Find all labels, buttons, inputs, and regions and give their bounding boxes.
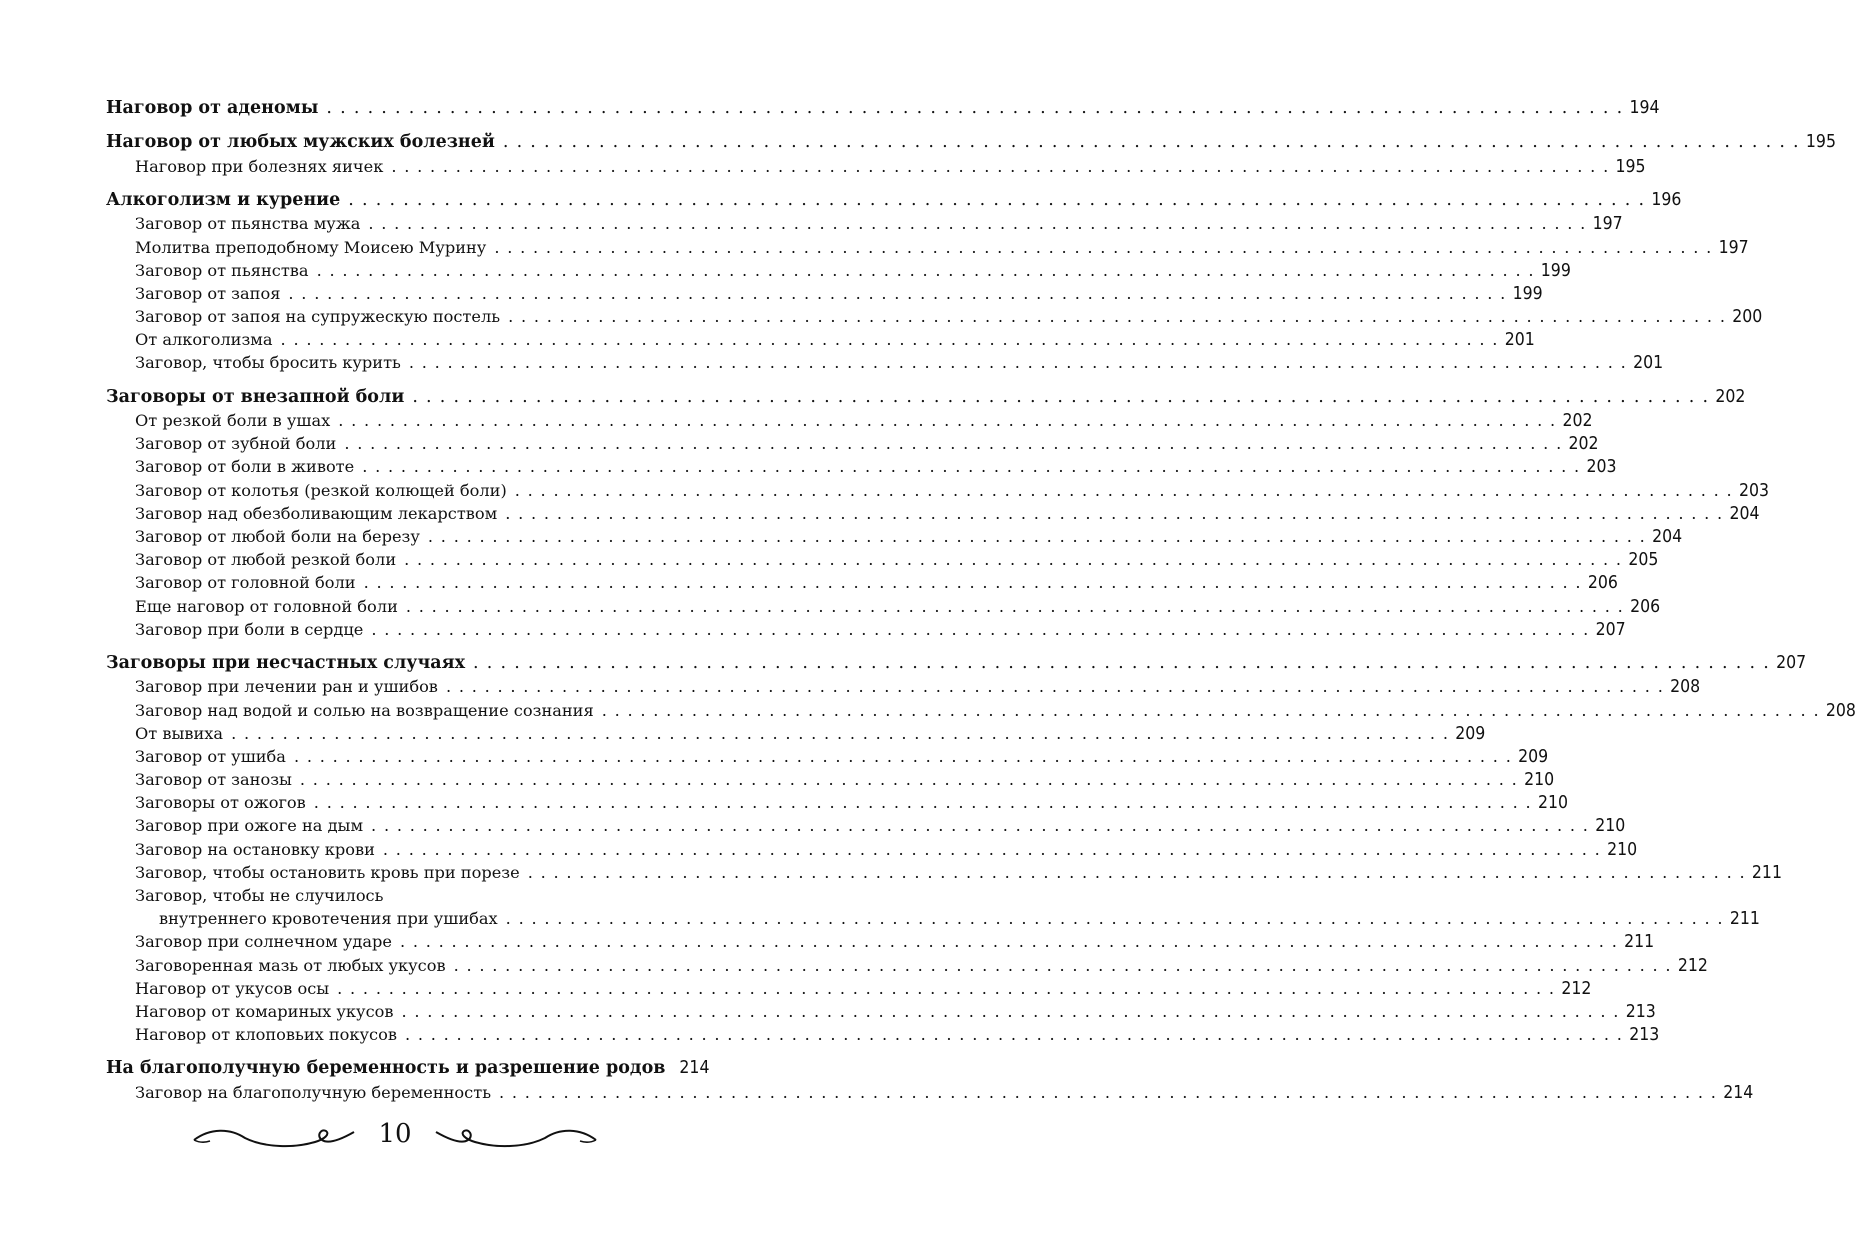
dot-leader <box>344 432 1562 455</box>
dot-leader <box>412 386 1709 409</box>
entry-page-number: 197 <box>1718 237 1749 258</box>
entry-title: Заговор, чтобы не случилось <box>135 886 384 906</box>
entry-page-number: 213 <box>1625 1001 1656 1022</box>
entry-title: Наговор от аденомы <box>106 98 319 118</box>
page-footer <box>190 1116 600 1166</box>
entry-page-number: 208 <box>1825 700 1856 721</box>
toc-entry[interactable] <box>106 455 1617 478</box>
toc-entry[interactable] <box>106 571 1618 594</box>
dot-leader <box>371 814 1589 837</box>
entry-title: Заговор от запоя <box>135 283 281 303</box>
dot-leader <box>428 525 1646 548</box>
dot-leader <box>406 595 1624 618</box>
section-heading[interactable] <box>106 97 1660 120</box>
entry-page-number: 211 <box>1751 862 1782 883</box>
toc-entry[interactable] <box>106 595 1661 618</box>
toc-entry[interactable] <box>106 409 1593 432</box>
toc-entry[interactable] <box>106 930 1655 953</box>
dot-leader <box>317 259 1535 282</box>
dot-leader <box>505 502 1723 525</box>
dot-leader <box>494 236 1712 259</box>
dot-leader <box>404 548 1622 571</box>
entry-page-number: 208 <box>1670 677 1701 698</box>
entry-page-number: 207 <box>1776 652 1807 673</box>
entry-page-number: 197 <box>1592 214 1623 235</box>
entry-title: Наговор от комариных укусов <box>135 1001 394 1021</box>
dot-leader <box>383 838 1601 861</box>
toc-entry-continuation[interactable] <box>106 907 1760 930</box>
toc-section <box>106 652 1856 1046</box>
dot-leader <box>400 930 1618 953</box>
toc-entry[interactable] <box>106 525 1683 548</box>
entry-title: внутреннего кровотечения при ушибах <box>159 909 498 929</box>
dot-leader <box>446 675 1664 698</box>
toc-section <box>106 97 1660 120</box>
entry-page-number: 205 <box>1628 550 1659 571</box>
entry-title: От резкой боли в ушах <box>135 411 331 431</box>
dot-leader <box>499 1081 1717 1104</box>
entry-page-number: 201 <box>1633 353 1664 374</box>
entry-title: Заговор над водой и солью на возвращение сознания <box>135 700 594 720</box>
dot-leader <box>326 97 1623 120</box>
entry-page-number: 210 <box>1538 793 1569 814</box>
entry-title: Заговор при солнечном ударе <box>135 932 392 952</box>
toc-entry[interactable] <box>106 259 1571 282</box>
entry-page-number: 202 <box>1568 434 1599 455</box>
entry-page-number: 199 <box>1540 260 1571 281</box>
entry-title: Заговоренная мазь от любых укусов <box>135 955 446 975</box>
entry-page-number: 211 <box>1624 932 1655 953</box>
section-heading[interactable] <box>106 189 1682 212</box>
entry-page-number: 196 <box>1651 189 1682 210</box>
toc-entry[interactable] <box>106 838 1638 861</box>
dot-leader <box>508 305 1726 328</box>
dot-leader <box>348 189 1645 212</box>
toc-entry[interactable] <box>106 791 1569 814</box>
entry-page-number: 194 <box>1629 98 1660 118</box>
dot-leader <box>314 791 1532 814</box>
dot-leader <box>364 571 1582 594</box>
dot-leader <box>362 455 1580 478</box>
entry-page-number: 214 <box>679 1058 710 1079</box>
toc-entry[interactable] <box>106 618 1626 641</box>
dot-leader <box>281 328 1499 351</box>
toc-section <box>106 189 1763 375</box>
dot-leader <box>402 1000 1620 1023</box>
toc-entry[interactable] <box>106 768 1555 791</box>
dot-leader <box>528 861 1746 884</box>
entry-title: Заговор от колотья (резкой колющей боли) <box>135 480 507 500</box>
section-heading[interactable] <box>106 131 1836 154</box>
toc-entry[interactable] <box>106 155 1646 178</box>
entry-title: Заговор, чтобы остановить кровь при порезе <box>135 862 520 882</box>
toc-entry[interactable] <box>106 722 1486 745</box>
toc-entry[interactable] <box>106 884 692 907</box>
toc-entry[interactable] <box>106 954 1708 977</box>
entry-title: Заговор при лечении ран и ушибов <box>135 677 438 697</box>
toc-entry[interactable] <box>106 328 1535 351</box>
entry-title: Заговор от головной боли <box>135 573 356 593</box>
entry-page-number: 210 <box>1595 816 1626 837</box>
entry-page-number: 206 <box>1587 573 1618 594</box>
entry-page-number: 203 <box>1738 480 1770 501</box>
section-heading[interactable] <box>106 386 1746 409</box>
toc-entry[interactable] <box>106 502 1760 525</box>
entry-title: Заговоры при несчастных случаях <box>106 652 466 673</box>
dot-leader <box>391 155 1609 178</box>
entry-page-number: 195 <box>1805 132 1836 153</box>
entry-title: Заговор от любой резкой боли <box>135 550 397 570</box>
section-heading[interactable] <box>106 652 1807 675</box>
entry-title: Заговоры от ожогов <box>135 793 306 813</box>
entry-title: Заговор при боли в сердце <box>135 619 364 639</box>
dot-leader <box>294 745 1512 768</box>
entry-title: Еще наговор от головной боли <box>135 596 398 616</box>
dot-leader <box>409 351 1627 374</box>
entry-page-number: 207 <box>1595 619 1626 640</box>
dot-leader <box>338 409 1556 432</box>
entry-page-number: 210 <box>1524 770 1555 791</box>
entry-title: Заговор на благополучную беременность <box>135 1082 492 1102</box>
dot-leader <box>231 722 1449 745</box>
dot-leader <box>300 768 1518 791</box>
entry-page-number: 210 <box>1607 839 1638 860</box>
dot-leader <box>515 479 1733 502</box>
table-of-contents <box>106 97 1856 1104</box>
dot-leader <box>454 954 1672 977</box>
dot-leader <box>405 1023 1623 1046</box>
entry-page-number: 200 <box>1732 307 1763 328</box>
toc-entry[interactable] <box>106 1023 1660 1046</box>
toc-entry[interactable] <box>106 745 1549 768</box>
right-flourish-icon <box>432 1124 600 1154</box>
entry-title: Заговоры от внезапной боли <box>106 386 405 407</box>
entry-title: Заговор на остановку крови <box>135 839 375 859</box>
entry-title: Наговор от клоповьих покусов <box>135 1025 397 1045</box>
entry-title: Заговор над обезболивающим лекарством <box>135 503 498 523</box>
toc-entry[interactable] <box>106 548 1659 571</box>
dot-leader <box>337 977 1555 1000</box>
entry-title: Молитва преподобному Моисею Мурину <box>135 237 487 257</box>
toc-entry[interactable] <box>106 305 1763 328</box>
entry-title: От вывиха <box>135 723 224 743</box>
entry-title: Наговор от укусов осы <box>135 978 330 998</box>
dot-leader <box>473 652 1770 675</box>
toc-entry[interactable] <box>106 236 1749 259</box>
toc-entry[interactable] <box>106 861 1782 884</box>
entry-page-number: 195 <box>1615 156 1646 177</box>
entry-page-number: 202 <box>1715 386 1746 407</box>
dot-leader <box>288 282 1506 305</box>
entry-title: На благополучную беременность и разрешение родов <box>106 1058 666 1079</box>
entry-title: Заговор от занозы <box>135 770 292 790</box>
entry-page-number: 214 <box>1723 1082 1754 1103</box>
toc-section <box>106 386 1770 641</box>
toc-entry[interactable] <box>106 432 1599 455</box>
toc-entry[interactable] <box>106 351 1664 374</box>
entry-title: Заговор от пьянства <box>135 260 309 280</box>
entry-page-number: 209 <box>1518 746 1549 767</box>
toc-entry[interactable] <box>106 814 1626 837</box>
toc-entry[interactable] <box>106 675 1701 698</box>
entry-page-number: 211 <box>1729 909 1760 930</box>
entry-title: Наговор при болезнях яичек <box>135 156 384 176</box>
toc-entry[interactable] <box>106 1081 1754 1104</box>
entry-title: Заговор от ушиба <box>135 746 286 766</box>
entry-title: Заговор при ожоге на дым <box>135 816 364 836</box>
dot-leader <box>371 618 1589 641</box>
dot-leader <box>368 212 1586 235</box>
entry-page-number: 206 <box>1630 596 1661 617</box>
entry-page-number: 201 <box>1504 330 1535 351</box>
entry-page-number: 204 <box>1652 527 1683 547</box>
dot-leader <box>602 699 1820 722</box>
entry-page-number: 213 <box>1629 1025 1660 1046</box>
entry-title: Алкоголизм и курение <box>106 189 341 210</box>
entry-page-number: 204 <box>1729 503 1760 524</box>
entry-title: Заговор от боли в животе <box>135 457 355 477</box>
entry-page-number: 199 <box>1512 283 1543 304</box>
entry-page-number: 209 <box>1455 723 1486 744</box>
entry-title: Наговор от любых мужских болезней <box>106 132 495 153</box>
entry-title: Заговор, чтобы бросить курить <box>135 353 401 373</box>
dot-leader <box>506 907 1724 930</box>
toc-entry[interactable] <box>106 1000 1656 1023</box>
toc-entry[interactable] <box>106 212 1623 235</box>
toc-section <box>106 1057 1754 1104</box>
section-heading[interactable] <box>106 1057 710 1080</box>
toc-entry[interactable] <box>106 699 1856 722</box>
entry-title: Заговор от любой боли на березу <box>135 527 420 546</box>
toc-entry[interactable] <box>106 977 1592 1000</box>
page-number: 10 <box>378 1119 412 1149</box>
toc-entry[interactable] <box>106 282 1543 305</box>
entry-title: Заговор от пьянства мужа <box>135 214 361 234</box>
entry-page-number: 212 <box>1677 955 1708 976</box>
entry-title: От алкоголизма <box>135 330 273 350</box>
entry-page-number: 203 <box>1586 457 1617 478</box>
toc-section <box>106 131 1836 178</box>
entry-title: Заговор от зубной боли <box>135 434 337 454</box>
entry-page-number: 212 <box>1561 978 1592 999</box>
entry-title: Заговор от запоя на супружескую постель <box>135 307 501 327</box>
entry-page-number: 202 <box>1562 411 1593 432</box>
toc-entry[interactable] <box>106 479 1770 502</box>
dot-leader <box>503 131 1800 154</box>
